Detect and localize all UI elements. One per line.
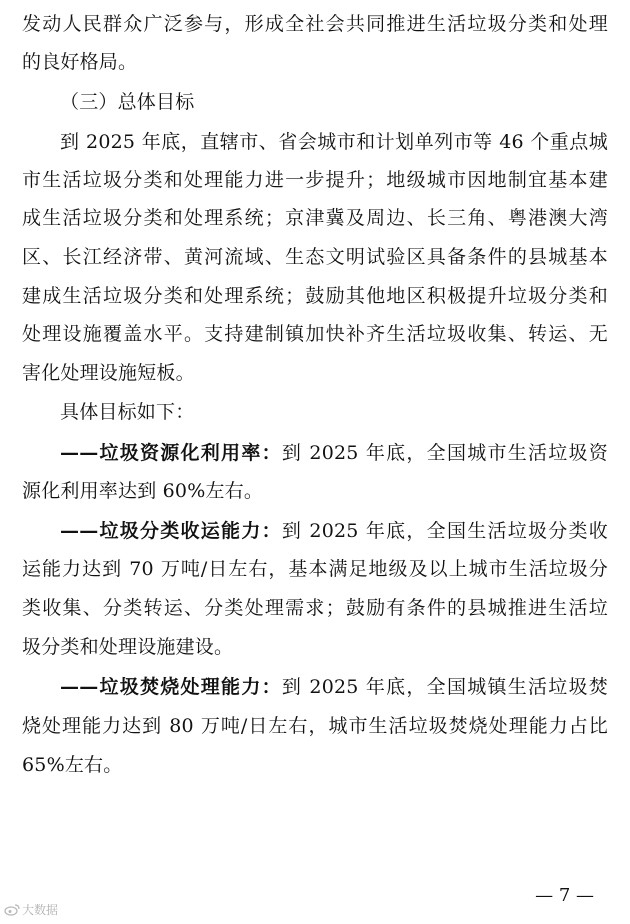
paragraph-line: 处理设施覆盖水平。支持建制镇加快补齐生活垃圾收集、转运、无 <box>22 323 608 345</box>
weibo-icon <box>4 904 20 916</box>
target-item-text: 到 2025 年底，全国生活垃圾分类收 <box>281 520 609 542</box>
paragraph-line: 具体目标如下： <box>60 401 195 423</box>
page-number: — 7 — <box>535 885 594 906</box>
paragraph-line: 65%左右。 <box>22 754 123 776</box>
paragraph-line: 市生活垃圾分类和处理能力进一步提升；地级城市因地制宜基本建 <box>22 169 608 191</box>
paragraph-line: 运能力达到 70 万吨/日左右，基本满足地级及以上城市生活垃圾分 <box>22 558 608 580</box>
paragraph-line: 源化利用率达到 60%左右。 <box>22 480 264 502</box>
paragraph-line: 烧处理能力达到 80 万吨/日左右，城市生活垃圾焚烧处理能力占比 <box>22 715 608 737</box>
target-item-lead: ——垃圾分类收运能力： <box>60 520 282 542</box>
paragraph-line: 成生活垃圾分类和处理系统；京津冀及周边、长三角、粤港澳大湾 <box>22 207 608 229</box>
target-item-lead: ——垃圾资源化利用率： <box>60 442 282 464</box>
target-item-line <box>22 674 608 700</box>
target-item-text: 到 2025 年底，全国城镇生活垃圾焚 <box>281 676 609 698</box>
target-item-text: 到 2025 年底，全国城市生活垃圾资 <box>281 442 609 464</box>
paragraph-line: 到 2025 年底，直辖市、省会城市和计划单列市等 46 个重点城 <box>60 131 608 153</box>
section-heading: （三）总体目标 <box>60 91 195 113</box>
watermark-text: 大数据 <box>22 903 59 917</box>
target-item-lead: ——垃圾焚烧处理能力： <box>60 676 282 698</box>
paragraph-line: 区、长江经济带、黄河流域、生态文明试验区具备条件的县城基本 <box>22 246 608 268</box>
paragraph-line: 圾分类和处理设施建设。 <box>22 636 234 658</box>
watermark <box>4 902 58 918</box>
paragraph-line: 的良好格局。 <box>22 51 138 73</box>
paragraph-line: 发动人民群众广泛参与，形成全社会共同推进生活垃圾分类和处理 <box>22 13 608 35</box>
paragraph-line: 害化处理设施短板。 <box>22 362 195 384</box>
paragraph-line: 建成生活垃圾分类和处理系统；鼓励其他地区积极提升垃圾分类和 <box>22 285 608 307</box>
target-item-line <box>22 440 608 466</box>
paragraph-line: 类收集、分类转运、分类处理需求；鼓励有条件的县城推进生活垃 <box>22 597 608 619</box>
target-item-line <box>22 518 608 544</box>
